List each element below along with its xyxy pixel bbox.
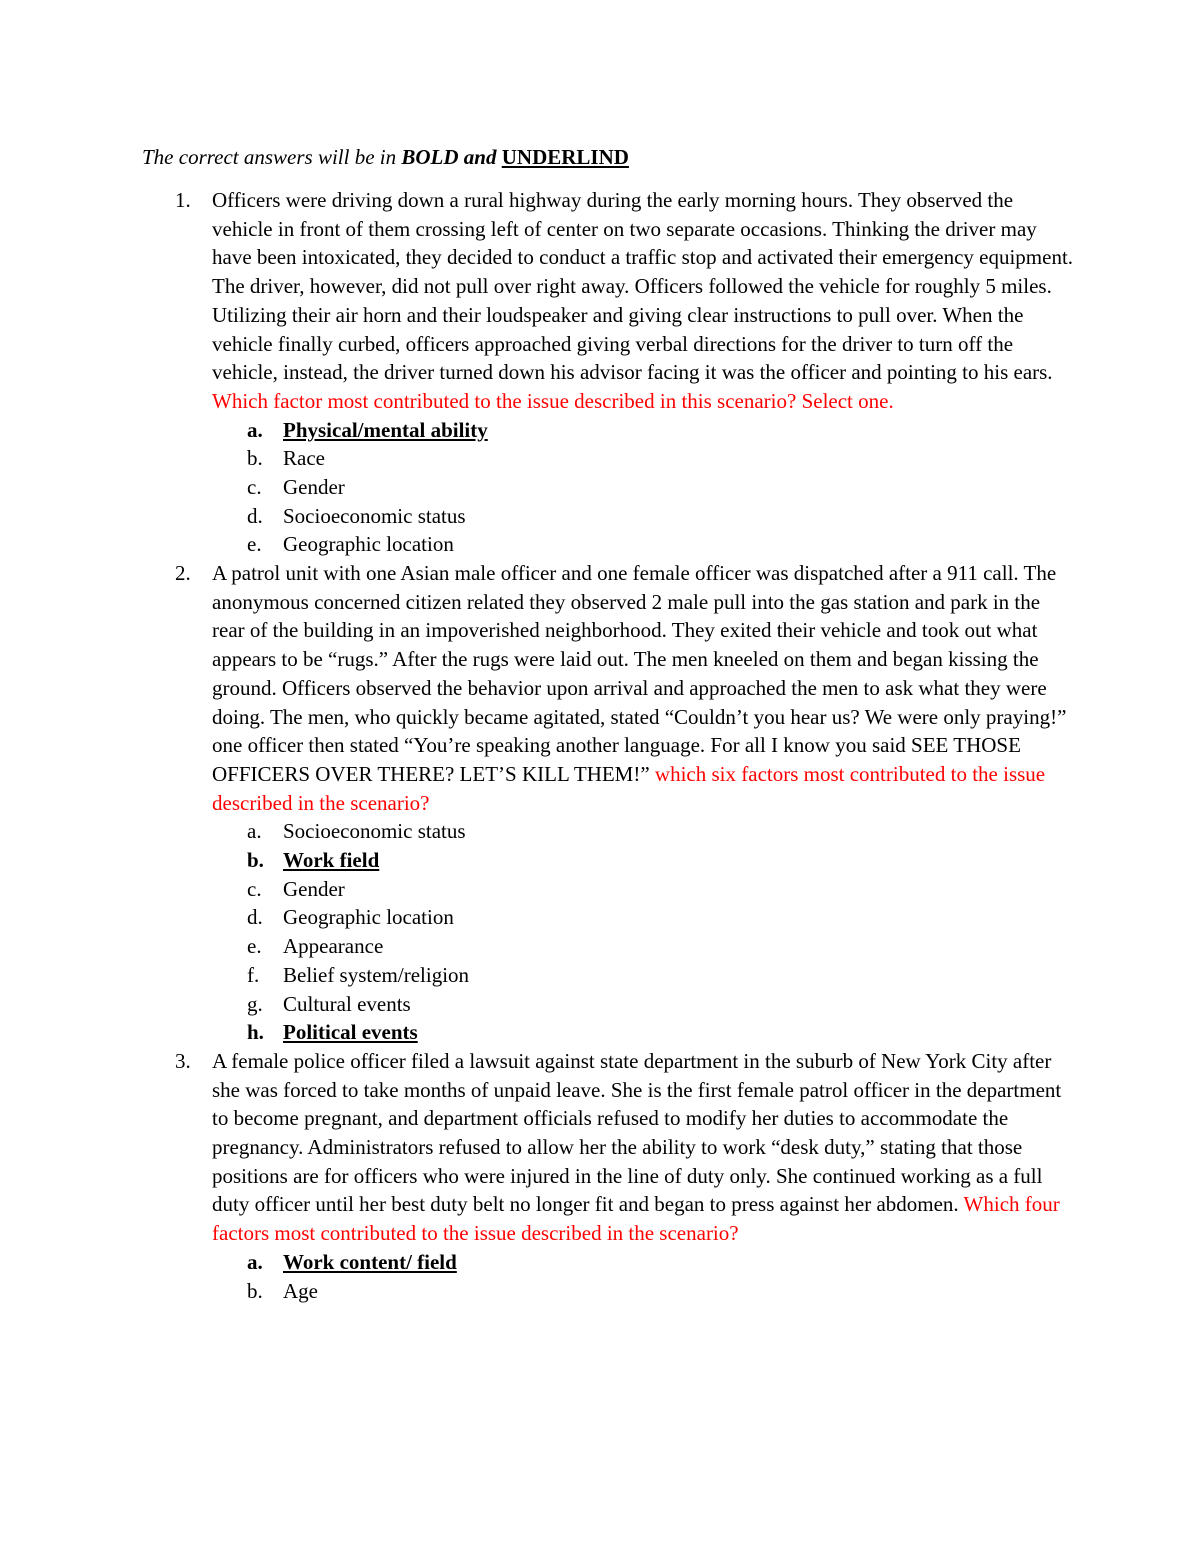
option-text: Work content/ field [283,1249,457,1274]
answer-key-note [142,143,629,171]
option-letter: b. [247,1278,263,1303]
option-letter: e. [247,532,262,557]
scenario-text: A patrol unit with one Asian male officer and one female officer was dispatched after a 911 call. The anonymous concerned citizen related they observed 2 male pull into the gas station and park in the rear of the building in an impoverished neighborhood. They exited their vehicle and took out what appears to be “rugs.” After the rugs were laid out. The men kneeled on them and began kissing the ground. Officers observed the behavior upon arrival and approached the men to ask what they were doing. The men, who quickly became agitated, stated “Couldn’t you hear us? We were only praying!” one officer then stated “You’re speaking another language. For all I know you said SEE THOSE OFFICERS OVER THERE? LET’S KILL THEM!” [212,561,1067,786]
question-prompt: Which four factors most contributed to the issue described in the scenario? [212,1192,1060,1246]
answer-option-correct [212,1248,1075,1277]
answer-option [212,961,1075,990]
answer-option [212,530,1075,559]
answer-option-correct [212,1018,1075,1047]
option-letter: a. [247,819,262,844]
option-text: Socioeconomic status [283,503,466,528]
answer-option [212,903,1075,932]
question-number: 1. [175,188,191,212]
option-text: Physical/mental ability [283,417,488,442]
scenario-text: Officers were driving down a rural highway during the early morning hours. They observed the vehicle in front of them crossing left of center on two separate occasions. Thinking the driver may have been intoxicated, they decided to conduct a traffic stop and activated their emergency equipment. The driver, however, did not pull over right away. Officers followed the vehicle for roughly 5 miles. Utilizing their air horn and their loudspeaker and giving clear instructions to pull over. When the vehicle finally curbed, officers approached giving verbal directions for the driver to turn off the vehicle, instead, the driver turned down his advisor facing it was the officer and pointing to his ears. [212,188,1074,385]
option-letter: c. [247,475,262,499]
option-letter: a. [247,417,263,442]
answer-option [212,932,1075,961]
option-text: Age [283,1278,318,1303]
question-number: 2. [175,561,191,586]
option-text: Geographic location [283,532,454,557]
answer-option [212,990,1075,1019]
answer-key-underline-text: UNDERLIND [501,145,629,169]
scenario-text: A female police officer filed a lawsuit against state department in the suburb of New York City after she was forced to take months of unpaid leave. She is the first female patrol officer in the department to become pregnant, and department officials refused to modify her duties to accommodate the pregnancy. Administrators refused to allow her the ability to work “desk duty,” stating that those positions are for officers who were injured in the line of duty only. She continued working as a full duty officer until her best duty belt no longer fit and began to press against her abdomen. [212,1048,1062,1217]
option-text: Gender [283,475,345,499]
option-text: Gender [283,876,345,901]
question-text [212,559,1075,817]
option-letter: c. [247,876,262,901]
option-letter: d. [247,503,263,528]
option-text: Race [283,446,325,471]
answer-option-correct [212,416,1075,445]
option-text: Socioeconomic status [283,819,466,844]
answer-option [212,817,1075,846]
question-2 [175,559,1075,1047]
option-letter: g. [247,991,263,1016]
option-text: Appearance [283,934,384,959]
question-text [212,186,1075,416]
option-letter: f. [247,962,260,987]
answer-key-bold-text: BOLD and [401,145,502,169]
answer-option [212,444,1075,473]
option-text: Belief system/religion [283,962,470,987]
option-letter: b. [247,446,263,471]
answer-options [212,1248,1075,1305]
answer-option [212,875,1075,904]
question-1 [175,186,1075,559]
option-letter: b. [247,848,264,873]
question-number: 3. [175,1048,191,1073]
answer-option-correct [212,846,1075,875]
answer-options [212,416,1075,559]
answer-key-note-text: The correct answers will be in [142,145,402,169]
answer-option [212,473,1075,502]
question-list [175,186,1075,1305]
question-prompt: which six factors most contributed to the issue described in the scenario? [212,761,1046,815]
option-text: Political events [283,1020,418,1045]
answer-option [212,1277,1075,1306]
question-prompt: Which factor most contributed to the issue described in this scenario? Select one. [212,388,894,413]
option-letter: d. [247,905,263,930]
option-text: Work field [283,848,380,873]
option-letter: e. [247,934,262,959]
option-letter: a. [247,1249,263,1274]
option-text: Cultural events [283,991,411,1016]
option-text: Geographic location [283,905,454,930]
question-text [212,1047,1075,1248]
answer-options [212,817,1075,1047]
option-letter: h. [247,1020,264,1045]
question-3 [175,1047,1075,1305]
answer-option [212,502,1075,531]
